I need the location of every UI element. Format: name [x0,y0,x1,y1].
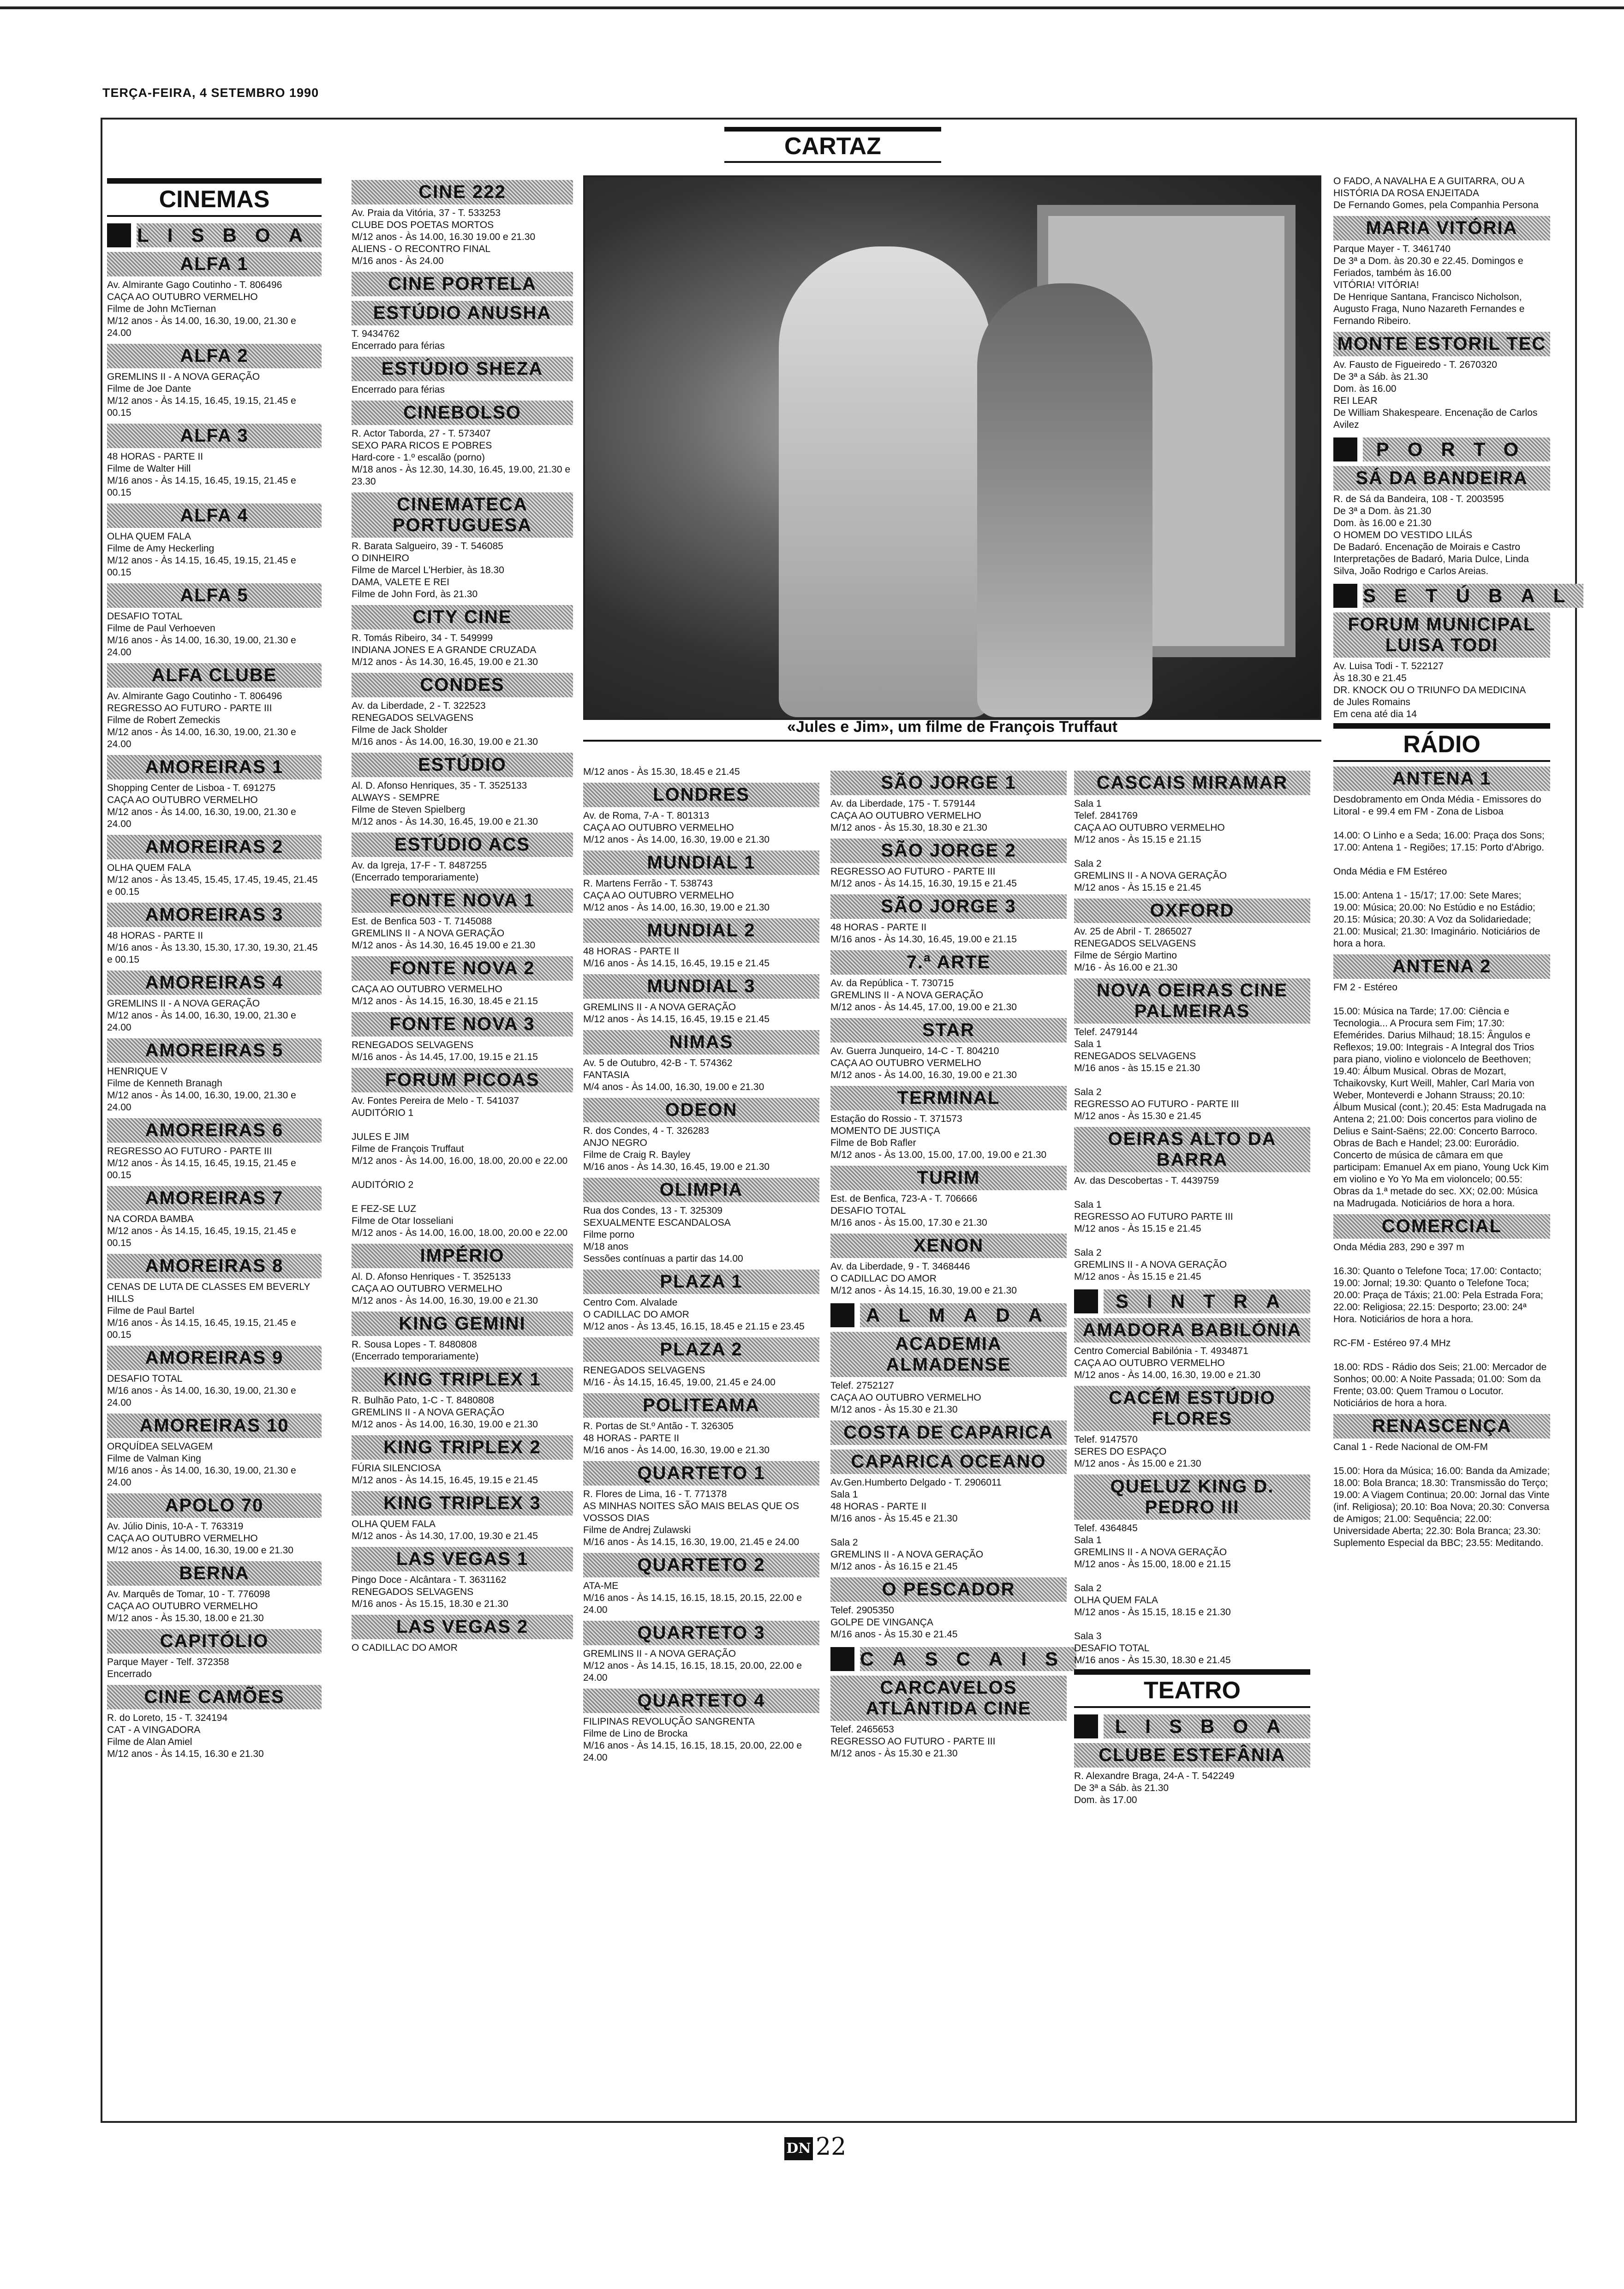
venue-name: OLIMPIA [583,1178,819,1202]
venue-name: ESTÚDIO [352,753,573,777]
listing-text: 48 HORAS - PARTE II M/16 anos - Às 14.15, 16.45, 19.15 e 21.45 [583,946,770,969]
section-header: TEATRO [1074,1669,1310,1708]
venue-name: CAPITÓLIO [107,1629,322,1654]
listing-text: Telef. 2479144 Sala 1 RENEGADOS SELVAGENS M/16 anos - às 15.15 e 21.30 Sala 2 REGRESSO AO FUTURO - PARTE III M/12 anos - Às 15.30 e 21.45 [1074,1027,1239,1121]
venue-name: MONTE ESTORIL TEC [1333,332,1550,356]
listing-text: Telef. 9147570 SERES DO ESPAÇO M/12 anos - Às 15.00 e 21.30 [1074,1434,1201,1469]
page-number: 22 [816,2133,847,2161]
city-marker [830,1303,854,1327]
venue-name: ALFA 3 [107,424,322,448]
listing-text: Av. Almirante Gago Coutinho - T. 806496 CAÇA AO OUTUBRO VERMELHO Filme de John McTiernan M/12 anos - Às 14.00, 16.30, 19.00, 21.30 e 24.00 [107,280,296,338]
listing-text: Av. da Liberdade, 2 - T. 322523 RENEGADOS SELVAGENS Filme de Jack Sholder M/16 anos - Às 14.00, 16.30, 19.00 e 21.30 [352,701,538,747]
venue-name: FONTE NOVA 2 [352,956,573,981]
venue-name: KING TRIPLEX 3 [352,1491,573,1516]
city-header [830,1303,1067,1327]
listing-text: R. Actor Taborda, 27 - T. 573407 SEXO PARA RICOS E POBRES Hard-core - 1.º escalão (porno) M/18 anos - Às 12.30, 14.30, 16.45, 19.00, 21.30 e 23.30 [352,428,571,487]
listing-text: T. 9434762 Encerrado para férias [352,329,445,351]
listing-text: GREMLINS II - A NOVA GERAÇÃO M/12 anos - Às 14.15, 16.45, 19.15 e 21.45 [583,1002,770,1025]
column-4 [830,766,1077,1762]
listing-text: Desdobramento em Onda Média - Emissores do Litoral - e 99.4 em FM - Zona de Lisboa 14.00: O Linho e a Seda; 16.00: Praça dos Sons; 17.00: Antena 1 - Regiões; 17.15: Porto d'Abrigo. Onda Média e FM Estéreo 15.00: Antena 1 - 15/17; 17.00: Sete Mares; 19.00: Música; 20.00: No Estúdio e no Estádio; 20.15: Música; 20.30: A Voz da Solidariedade; 21.00: Musical; 21.30: Imaginário. Noticiários de hora a hora. [1333,794,1545,949]
listing-text: Est. de Benfica, 723-A - T. 706666 DESAFIO TOTAL M/16 anos - Às 15.00, 17.30 e 21.30 [830,1193,987,1228]
listing-text: OLHA QUEM FALA M/12 anos - Às 14.30, 17.00, 19.30 e 21.45 [352,1519,538,1541]
venue-name: ODEON [583,1098,819,1122]
venue-name: TURIM [830,1166,1067,1190]
venue-name: AMADORA BABILÓNIA [1074,1318,1310,1342]
listing-text: Av. 5 de Outubro, 42-B - T. 574362 FANTASIA M/4 anos - Às 14.00, 16.30, 19.00 e 21.30 [583,1058,764,1092]
venue-name: FORUM PICOAS [352,1068,573,1092]
listing-text: Av. das Descobertas - T. 4439759 Sala 1 REGRESSO AO FUTURO PARTE III M/12 anos - Às 15.15 e 21.45 Sala 2 GREMLINS II - A NOVA GERAÇÃO M/12 anos - Às 15.15 e 21.45 [1074,1175,1233,1282]
photo-caption: «Jules e Jim», um filme de François Truffaut [583,714,1321,742]
venue-name: APOLO 70 [107,1493,322,1518]
listing-text: GREMLINS II - A NOVA GERAÇÃO M/12 anos - Às 14.15, 16.15, 18.15, 20.00, 22.00 e 24.00 [583,1648,802,1683]
listing-text: FÚRIA SILENCIOSA M/12 anos - Às 14.15, 16.45, 19.15 e 21.45 [352,1463,538,1486]
listing-text: Telef. 2465653 REGRESSO AO FUTURO - PARTE III M/12 anos - Às 15.30 e 21.30 [830,1724,996,1759]
listing-text: Onda Média 283, 290 e 397 m 16.30: Quanto o Telefone Toca; 17.00: Contacto; 19.00: Jornal; 19.30: Quanto o Telefone Toca; 20.00: Praça de Táxis; 21.00: Pela Estrada Fora; 22.00: Religiosa; 22.15: Desporto; 23.00: 24ª Hora. Noticiários de hora a hora. RC-FM - Estéreo 97.4 MHz 18.00: RDS - Rádio dos Seis; 21.00: Mercador de Sonhos; 00.00: A Noite Passada; 01.00: Som da Frente; 03.00: Quem Tramou o Locutor. Noticiários de hora a hora. [1333,1242,1547,1408]
listing-text: DESAFIO TOTAL Filme de Paul Verhoeven M/16 anos - Às 14.00, 16.30, 19.00, 21.30 e 24.00 [107,611,296,658]
venue-name: ESTÚDIO SHEZA [352,357,573,381]
city-name: LISBOA [137,223,322,247]
listing-text: R. Flores de Lima, 16 - T. 771378 AS MINHAS NOITES SÃO MAIS BELAS QUE OS VOSSOS DIAS Filme de Andrej Zulawski M/16 anos - Às 14.15, 16.30, 19.00, 21.45 e 24.00 [583,1489,800,1547]
column-6 [1333,175,1584,1551]
venue-name: CARCAVELOS ATLÂNTIDA CINE [830,1676,1067,1721]
top-rule [0,6,1624,9]
venue-name: ALFA 5 [107,583,322,608]
venue-name: ESTÚDIO ACS [352,833,573,857]
city-header [107,223,322,247]
listing-text: DESAFIO TOTAL M/16 anos - Às 14.00, 16.30, 19.00, 21.30 e 24.00 [107,1373,296,1408]
listing-text: Av. 25 de Abril - T. 2865027 RENEGADOS SELVAGENS Filme de Sérgio Martino M/16 - Às 16.00 e 21.30 [1074,926,1196,973]
listing-text: GREMLINS II - A NOVA GERAÇÃO Filme de Joe Dante M/12 anos - Às 14.15, 16.45, 19.15, 21.45 e 00.15 [107,372,296,418]
listing-text: R. Barata Salgueiro, 39 - T. 546085 O DINHEIRO Filme de Marcel L'Herbier, às 18.30 DAMA, VALETE E REI Filme de John Ford, às 21.30 [352,541,504,599]
column-2 [352,175,573,1656]
listing-text: Av. Almirante Gago Coutinho - T. 806496 REGRESSO AO FUTURO - PARTE III Filme de Robert Zemeckis M/12 anos - Às 14.00, 16.30, 19.00, 21.30 e 24.00 [107,691,296,749]
city-header [830,1647,1077,1671]
city-marker [1074,1714,1098,1738]
venue-name: XENON [830,1234,1067,1258]
city-header [1333,584,1584,608]
venue-name: AMOREIRAS 7 [107,1186,322,1210]
listing-text: R. Bulhão Pato, 1-C - T. 8480808 GREMLINS II - A NOVA GERAÇÃO M/12 anos - Às 14.00, 16.30, 19.00 e 21.30 [352,1395,538,1430]
column-3 [583,766,819,1766]
venue-name: AMOREIRAS 2 [107,835,322,859]
venue-name: CONDES [352,673,573,697]
listing-text: M/12 anos - Às 15.30, 18.45 e 21.45 [583,767,740,777]
listing-text: Al. D. Afonso Henriques, 35 - T. 3525133 ALWAYS - SEMPRE Filme de Steven Spielberg M/12 anos - Às 14.30, 16.45, 19.00 e 21.30 [352,780,538,827]
venue-name: CASCAIS MIRAMAR [1074,771,1310,795]
listing-text: Encerrado para férias [352,384,445,395]
venue-name: LAS VEGAS 2 [352,1615,573,1639]
venue-name: ALFA 2 [107,344,322,368]
venue-name: SÃO JORGE 2 [830,839,1067,863]
venue-name: CINEMATECA PORTUGUESA [352,492,573,538]
listing-text: R. Tomás Ribeiro, 34 - T. 549999 INDIANA JONES E A GRANDE CRUZADA M/12 anos - Às 14.30, 16.45, 19.00 e 21.30 [352,633,538,667]
listing-text: Av.Gen.Humberto Delgado - T. 2906011 Sala 1 48 HORAS - PARTE II M/16 anos - Às 15.45 e 21.30 Sala 2 GREMLINS II - A NOVA GERAÇÃO M/12 anos - Às 16.15 e 21.45 [830,1477,1002,1572]
listing-text: RENEGADOS SELVAGENS M/16 - Às 14.15, 16.45, 19.00, 21.45 e 24.00 [583,1365,776,1388]
listing-text: OLHA QUEM FALA Filme de Amy Heckerling M/12 anos - Às 14.15, 16.45, 19.15, 21.45 e 00.15 [107,531,296,578]
listing-text: R. Portas de St.º Antão - T. 326305 48 HORAS - PARTE II M/16 anos - Às 14.00, 16.30, 19.00 e 21.30 [583,1421,770,1456]
venue-name: AMOREIRAS 1 [107,755,322,779]
listing-text: Av. Fausto de Figueiredo - T. 2670320 De 3ª a Sáb. às 21.30 Dom. às 16.00 REI LEAR De William Shakespeare. Encenação de Carlos Avilez [1333,360,1538,430]
venue-name: ANTENA 2 [1333,954,1550,979]
venue-name: CAPARICA OCEANO [830,1450,1067,1474]
listing-text: R. Martens Ferrão - T. 538743 CAÇA AO OUTUBRO VERMELHO M/12 anos - Às 14.00, 16.30, 19.00 e 21.30 [583,878,770,913]
venue-name: AMOREIRAS 8 [107,1254,322,1278]
listing-text: Av. da Liberdade, 175 - T. 579144 CAÇA AO OUTUBRO VERMELHO M/12 anos - Às 15.30, 18.30 e 21.30 [830,798,987,833]
listing-text: R. Sousa Lopes - T. 8480808 (Encerrado temporariamente) [352,1339,479,1362]
listing-text: 48 HORAS - PARTE II Filme de Walter Hill M/16 anos - Às 14.15, 16.45, 19.15, 21.45 e 00.15 [107,451,296,498]
venue-name: MARIA VITÓRIA [1333,216,1550,240]
city-header [1074,1289,1310,1313]
listing-text: Av. Guerra Junqueiro, 14-C - T. 804210 CAÇA AO OUTUBRO VERMELHO M/12 anos - Às 14.00, 16.30, 19.00 e 21.30 [830,1046,1017,1080]
venue-name: QUELUZ KING D. PEDRO III [1074,1474,1310,1520]
city-header [1074,1714,1310,1738]
listing-text: CENAS DE LUTA DE CLASSES EM BEVERLY HILLS Filme de Paul Bartel M/16 anos - Às 14.15, 16.45, 19.15, 21.45 e 00.15 [107,1282,310,1340]
listing-text: Shopping Center de Lisboa - T. 691275 CAÇA AO OUTUBRO VERMELHO M/12 anos - Às 14.00, 16.30, 19.00, 21.30 e 24.00 [107,783,296,829]
venue-name: QUARTETO 1 [583,1461,819,1486]
listing-text: Av. da Igreja, 17-F - T. 8487255 (Encerrado temporariamente) [352,860,487,883]
newspaper-logo: DN [784,2137,813,2160]
listing-text: Parque Mayer - Telf. 372358 Encerrado [107,1657,229,1679]
listing-text: Telef. 4364845 Sala 1 GREMLINS II - A NOVA GERAÇÃO M/12 anos - Às 15.00, 18.00 e 21.15 Sala 2 OLHA QUEM FALA M/12 anos - Às 15.15, 18.15 e 21.30 Sala 3 DESAFIO TOTAL M/16 anos - Às 15.30, 18.30 e 21.45 [1074,1523,1231,1666]
venue-name: IMPÉRIO [352,1244,573,1268]
city-header [1333,437,1550,461]
listing-text: 48 HORAS - PARTE II M/16 anos - Às 14.30, 16.45, 19.00 e 21.15 [830,922,1017,945]
venue-name: QUARTETO 2 [583,1553,819,1577]
listing-text: CAÇA AO OUTUBRO VERMELHO M/12 anos - Às 14.15, 16.30, 18.45 e 21.15 [352,984,538,1007]
listing-text: REGRESSO AO FUTURO - PARTE III M/12 anos - Às 14.15, 16.45, 19.15, 21.45 e 00.15 [107,1146,296,1180]
venue-name: PLAZA 2 [583,1337,819,1362]
section-header: CINEMAS [107,178,322,217]
venue-name: AMOREIRAS 6 [107,1118,322,1143]
listing-text: Rua dos Condes, 13 - T. 325309 SEXUALMENTE ESCANDALOSA Filme porno M/18 anos Sessões contínuas a partir das 14.00 [583,1205,743,1264]
venue-name: PLAZA 1 [583,1270,819,1294]
city-marker [1333,437,1357,461]
listing-text: Estação do Rossio - T. 371573 MOMENTO DE JUSTIÇA Filme de Bob Rafler M/12 anos - Às 13.00, 15.00, 17.00, 19.00 e 21.30 [830,1114,1047,1160]
city-marker [1333,584,1357,608]
listing-text: Av. da República - T. 730715 GREMLINS II - A NOVA GERAÇÃO M/12 anos - Às 14.45, 17.00, 19.00 e 21.30 [830,978,1017,1013]
venue-name: MUNDIAL 1 [583,851,819,875]
city-name: LISBOA [1104,1714,1310,1738]
page-footer [784,2133,846,2161]
column-5 [1074,766,1310,1808]
listing-text: Pingo Doce - Alcântara - T. 3631162 RENEGADOS SELVAGENS M/16 anos - Às 15.15, 18.30 e 21.30 [352,1575,508,1609]
listing-text: Av. Marquês de Tomar, 10 - T. 776098 CAÇA AO OUTUBRO VERMELHO M/12 anos - Às 15.30, 18.00 e 21.30 [107,1589,270,1624]
listing-text: Av. da Liberdade, 9 - T. 3468446 O CADILLAC DO AMOR M/12 anos - Às 14.15, 16.30, 19.00 e 21.30 [830,1261,1017,1296]
venue-name: CACÉM ESTÚDIO FLORES [1074,1386,1310,1431]
venue-name: CINEBOLSO [352,401,573,425]
venue-name: ANTENA 1 [1333,767,1550,791]
photo-figure-woman [977,283,1152,717]
venue-name: KING TRIPLEX 1 [352,1367,573,1392]
venue-name: SÃO JORGE 1 [830,771,1067,795]
listing-text: NA CORDA BAMBA M/12 anos - Às 14.15, 16.45, 19.15, 21.45 e 00.15 [107,1214,296,1248]
venue-name: COSTA DE CAPARICA [830,1420,1067,1445]
listing-text: Av. de Roma, 7-A - T. 801313 CAÇA AO OUTUBRO VERMELHO M/12 anos - Às 14.00, 16.30, 19.00 e 21.30 [583,810,770,845]
listing-text: R. de Sá da Bandeira, 108 - T. 2003595 De 3ª a Dom. às 21.30 Dom. às 16.00 e 21.30 O HOMEM DO VESTIDO LILÁS De Badaró. Encenação de Moirais e Castro Interpretações de Badaró, Maria Dulce, Linda Silva, João Rodrigo e Carlos Areias. [1333,494,1529,576]
venue-name: NOVA OEIRAS CINE PALMEIRAS [1074,978,1310,1024]
venue-name: CLUBE ESTEFÂNIA [1074,1743,1310,1768]
listing-text: R. Alexandre Braga, 24-A - T. 542249 De 3ª a Sáb. às 21.30 Dom. às 17.00 [1074,1771,1235,1805]
venue-name: ESTÚDIO ANUSHA [352,301,573,325]
page-date: TERÇA-FEIRA, 4 SETEMBRO 1990 [102,86,319,100]
listing-text: Sala 1 Telef. 2841769 CAÇA AO OUTUBRO VERMELHO M/12 anos - Às 15.15 e 21.15 Sala 2 GREMLINS II - A NOVA GERAÇÃO M/12 anos - Às 15.15 e 21.45 [1074,798,1227,893]
venue-name: 7.ª ARTE [830,950,1067,975]
venue-name: FONTE NOVA 3 [352,1012,573,1037]
venue-name: AMOREIRAS 9 [107,1346,322,1370]
venue-name: CITY CINE [352,605,573,629]
venue-name: ACADEMIA ALMADENSE [830,1332,1067,1377]
listing-text: FILIPINAS REVOLUÇÃO SANGRENTA Filme de Lino de Brocka M/16 anos - Às 14.15, 16.15, 18.15, 20.00, 22.00 e 24.00 [583,1716,802,1763]
venue-name: SÁ DA BANDEIRA [1333,466,1550,491]
listing-text: Al. D. Afonso Henriques - T. 3525133 CAÇA AO OUTUBRO VERMELHO M/12 anos - Às 14.00, 16.30, 19.00 e 21.30 [352,1271,538,1306]
listing-text: R. do Loreto, 15 - T. 324194 CAT - A VINGADORA Filme de Alan Amiel M/12 anos - Às 14.15, 16.30 e 21.30 [107,1713,264,1759]
city-name: CASCAIS [860,1647,1076,1671]
venue-name: BERNA [107,1561,322,1586]
listing-text: GREMLINS II - A NOVA GERAÇÃO M/12 anos - Às 14.00, 16.30, 19.00, 21.30 e 24.00 [107,998,296,1033]
listing-text: Av. Praia da Vitória, 37 - T. 533253 CLUBE DOS POETAS MORTOS M/12 anos - Às 14.00, 16.30 19.00 e 21.30 ALIENS - O RECONTRO FINAL M/16 anos - Às 24.00 [352,208,536,266]
venue-name: SÃO JORGE 3 [830,894,1067,919]
venue-name: O PESCADOR [830,1577,1067,1602]
listing-text: Canal 1 - Rede Nacional de OM-FM 15.00: Hora da Música; 16.00: Banda da Amizade; 18.00: Bola Branca; 18.30: Transmissão do Terço; 19.00: A Viagem Continua; 20.00: Jornal das Vinte (inf. Religiosa); 20.10: Boa Nova; 20.30: Conversa de Amigos; 21.00: Sequência; 22.00: Universidade Aberta; 22.30: Bola Branca; 23.30: Suplemento Especial da BBC; 23.55: Meditando. [1333,1442,1550,1548]
listing-text: HENRIQUE V Filme de Kenneth Branagh M/12 anos - Às 14.00, 16.30, 19.00, 21.30 e 24.00 [107,1066,296,1113]
venue-name: POLITEAMA [583,1393,819,1418]
listing-text: 48 HORAS - PARTE II M/16 anos - Às 13.30, 15.30, 17.30, 19.30, 21.45 e 00.15 [107,930,318,965]
venue-name: TERMINAL [830,1086,1067,1110]
listing-text: Telef. 2752127 CAÇA AO OUTUBRO VERMELHO M/12 anos - Às 15.30 e 21.30 [830,1380,981,1415]
listing-text: RENEGADOS SELVAGENS M/16 anos - Às 14.45, 17.00, 19.15 e 21.15 [352,1040,538,1062]
listing-text: Parque Mayer - T. 3461740 De 3ª a Dom. às 20.30 e 22.45. Domingos e Feriados, também às 16.00 VITÓRIA! VITÓRIA! De Henrique Santana, Francisco Nicholson, Augusto Fraga, Nuno Nazareth Fernandes e Fernando Ribeiro. [1333,244,1525,326]
city-name: SETÚBAL [1363,584,1583,608]
venue-name: AMOREIRAS 5 [107,1038,322,1063]
city-marker [830,1647,854,1671]
venue-name: ALFA 1 [107,252,322,276]
listing-text: Av. Luisa Todi - T. 522127 Às 18.30 e 21.45 DR. KNOCK OU O TRIUNFO DA MEDICINA de Jules Romains Em cena até dia 14 [1333,661,1526,719]
city-name: PORTO [1363,437,1550,461]
venue-name: FORUM MUNICIPAL LUISA TODI [1333,612,1550,658]
venue-name: CINE 222 [352,180,573,204]
venue-name: LONDRES [583,783,819,807]
section-title: CARTAZ [724,127,941,163]
city-marker [107,223,131,247]
venue-name: NIMAS [583,1030,819,1055]
venue-name: OEIRAS ALTO DA BARRA [1074,1127,1310,1172]
venue-name: MUNDIAL 3 [583,974,819,999]
listing-text: REGRESSO AO FUTURO - PARTE III M/12 anos - Às 14.15, 16.30, 19.15 e 21.45 [830,866,1017,889]
venue-name: AMOREIRAS 4 [107,971,322,995]
listing-text: Est. de Benfica 503 - T. 7145088 GREMLINS II - A NOVA GERAÇÃO M/12 anos - Às 14.30, 16.45 19.00 e 21.30 [352,916,536,951]
listing-text: R. dos Condes, 4 - T. 326283 ANJO NEGRO Filme de Craig R. Bayley M/16 anos - Às 14.30, 16.45, 19.00 e 21.30 [583,1126,770,1172]
venue-name: KING TRIPLEX 2 [352,1435,573,1460]
listing-text: O FADO, A NAVALHA E A GUITARRA, OU A HISTÓRIA DA ROSA ENJEITADA De Fernando Gomes, pela Companhia Persona [1333,176,1539,210]
venue-name: FONTE NOVA 1 [352,888,573,913]
listing-text: FM 2 - Estéreo 15.00: Música na Tarde; 17.00: Ciência e Tecnologia... A Procura sem Fim; 17.30: Efemérides. Darius Milhaud; 18.15: Ângulos e Reflexos; 19.00: Integrais - A Integral dos Trios para piano, violino e violoncelo de Beethoven; 19.40: Álbum Musical. Obras de Mozart, Tchaikovsky, Kurt Weill, Mahler, Carl Maria von Weber, Monteverdi e Johann Strauss; 20.10: Álbum Musical (cont.); 20.45: Esta Madrugada na Antena 2; 21.00: Dois concertos para violino de Delius e Saint-Saëns; 22.00: Concerto Barroco. Obras de Bach e Handel; 23.00: Eurorádio. Concerto de música de câmara em que participam: Emanuel Ax em piano, Young Uck Kim em violino e Yo Yo Ma em violoncelo; 00.55: Obras da 1.ª metade do sec. XX; 02.00: Música na Madrugada. Noticiários de hora a hora. [1333,982,1549,1209]
venue-name: CINE PORTELA [352,272,573,296]
venue-name: MUNDIAL 2 [583,918,819,943]
film-photo [583,175,1321,720]
listing-text: ORQUÍDEA SELVAGEM Filme de Valman King M/16 anos - Às 14.00, 16.30, 19.00, 21.30 e 24.00 [107,1441,296,1488]
venue-name: QUARTETO 3 [583,1621,819,1645]
listing-text: Centro Com. Alvalade O CADILLAC DO AMOR M/12 anos - Às 13.45, 16.15, 18.45 e 21.15 e 23.45 [583,1297,805,1332]
listing-text: O CADILLAC DO AMOR [352,1642,458,1653]
listing-text: Centro Comercial Babilónia - T. 4934871 CAÇA AO OUTUBRO VERMELHO M/12 anos - Às 14.00, 16.30, 19.00 e 21.30 [1074,1346,1260,1380]
listing-text: Av. Júlio Dinis, 10-A - T. 763319 CAÇA AO OUTUBRO VERMELHO M/12 anos - Às 14.00, 16.30, 19.00 e 21.30 [107,1521,293,1556]
listing-text: Telef. 2905350 GOLPE DE VINGANÇA M/16 anos - Às 15.30 e 21.45 [830,1605,958,1640]
column-1 [107,175,322,1762]
city-name: SINTRA [1104,1289,1310,1313]
venue-name: RENASCENÇA [1333,1414,1550,1438]
venue-name: COMERCIAL [1333,1214,1550,1239]
venue-name: OXFORD [1074,899,1310,923]
listing-text: Av. Fontes Pereira de Melo - T. 541037 AUDITÓRIO 1 JULES E JIM Filme de François Truffaut M/12 anos - Às 14.00, 16.00, 18.00, 20.00 e 22.00 AUDITÓRIO 2 E FEZ-SE LUZ Filme de Otar Iosseliani M/12 anos - Às 14.00, 16.00, 18.00, 20.00 e 22.00 [352,1096,568,1238]
venue-name: KING GEMINI [352,1312,573,1336]
venue-name: STAR [830,1018,1067,1043]
venue-name: LAS VEGAS 1 [352,1547,573,1571]
listing-text: ATA-ME M/16 anos - Às 14.15, 16.15, 18.15, 20.15, 22.00 e 24.00 [583,1581,802,1615]
venue-name: ALFA 4 [107,503,322,528]
photo-figure-man [779,246,991,717]
listing-text: OLHA QUEM FALA M/12 anos - Às 13.45, 15.45, 17.45, 19.45, 21.45 e 00.15 [107,863,318,897]
section-header: RÁDIO [1333,723,1550,762]
venue-name: ALFA CLUBE [107,663,322,688]
venue-name: CINE CAMÕES [107,1685,322,1709]
venue-name: QUARTETO 4 [583,1689,819,1713]
venue-name: AMOREIRAS 3 [107,903,322,927]
city-marker [1074,1289,1098,1313]
city-name: ALMADA [860,1303,1067,1327]
venue-name: AMOREIRAS 10 [107,1414,322,1438]
